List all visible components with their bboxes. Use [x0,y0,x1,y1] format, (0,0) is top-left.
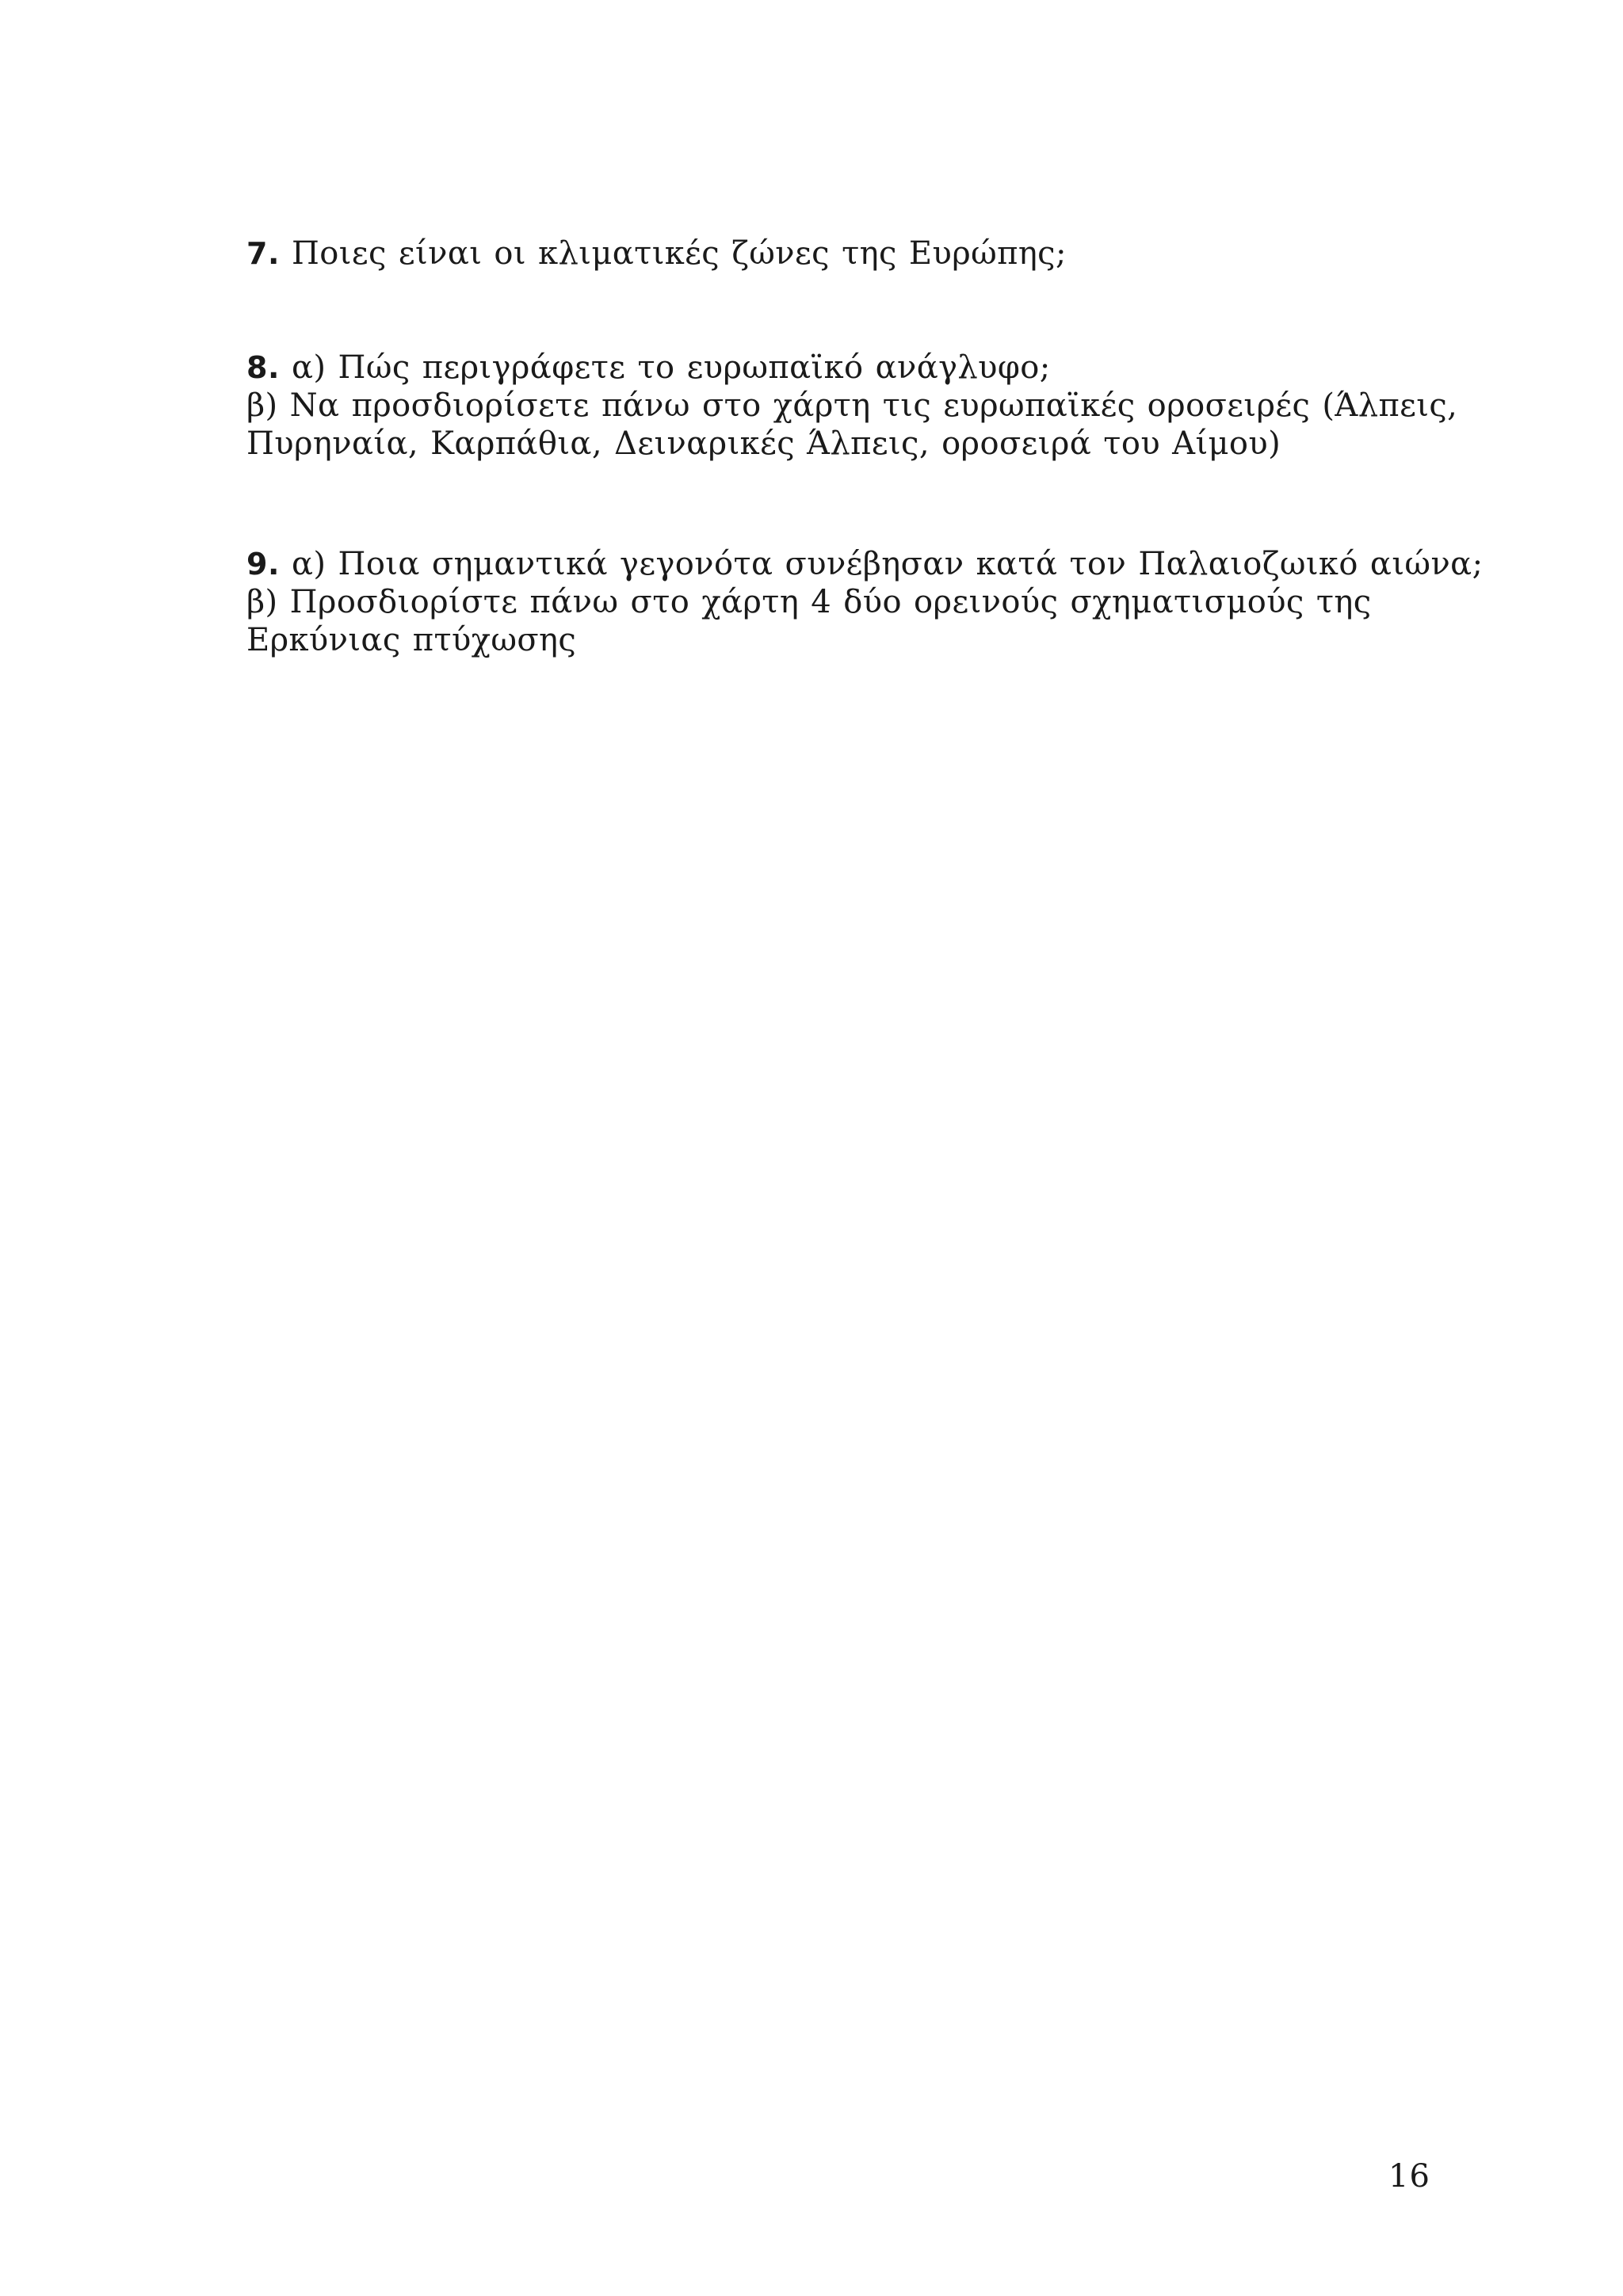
question-9 [246,545,1484,659]
question-line: β) Να προσδιορίσετε πάνω στο χάρτη τις ευρωπαϊκές οροσειρές (Άλπεις, [246,387,1458,424]
question-line: Ερκύνιας πτύχωσης [246,622,577,658]
question-number: 9. [246,547,280,582]
question-line: β) Προσδιορίστε πάνω στο χάρτη 4 δύο ορεινούς σχηματισμούς της [246,584,1372,620]
question-text: α) Ποια σημαντικά γεγονότα συνέβησαν κατά τον Παλαιοζωικό αιώνα; [292,546,1484,582]
question-number: 7. [246,236,280,271]
question-line: Πυρηναία, Καρπάθια, Δειναρικές Άλπεις, οροσειρά του Αίμου) [246,425,1281,462]
question-line [246,349,1435,387]
question-line [246,235,1435,273]
question-line [246,545,1484,583]
page-number: 16 [1388,2158,1430,2195]
question-text: Ποιες είναι οι κλιματικές ζώνες της Ευρώπης; [292,235,1067,272]
question-8 [246,349,1458,463]
question-7 [246,235,1435,273]
question-text: α) Πώς περιγράφετε το ευρωπαϊκό ανάγλυφο; [292,349,1051,386]
question-number: 8. [246,350,280,385]
